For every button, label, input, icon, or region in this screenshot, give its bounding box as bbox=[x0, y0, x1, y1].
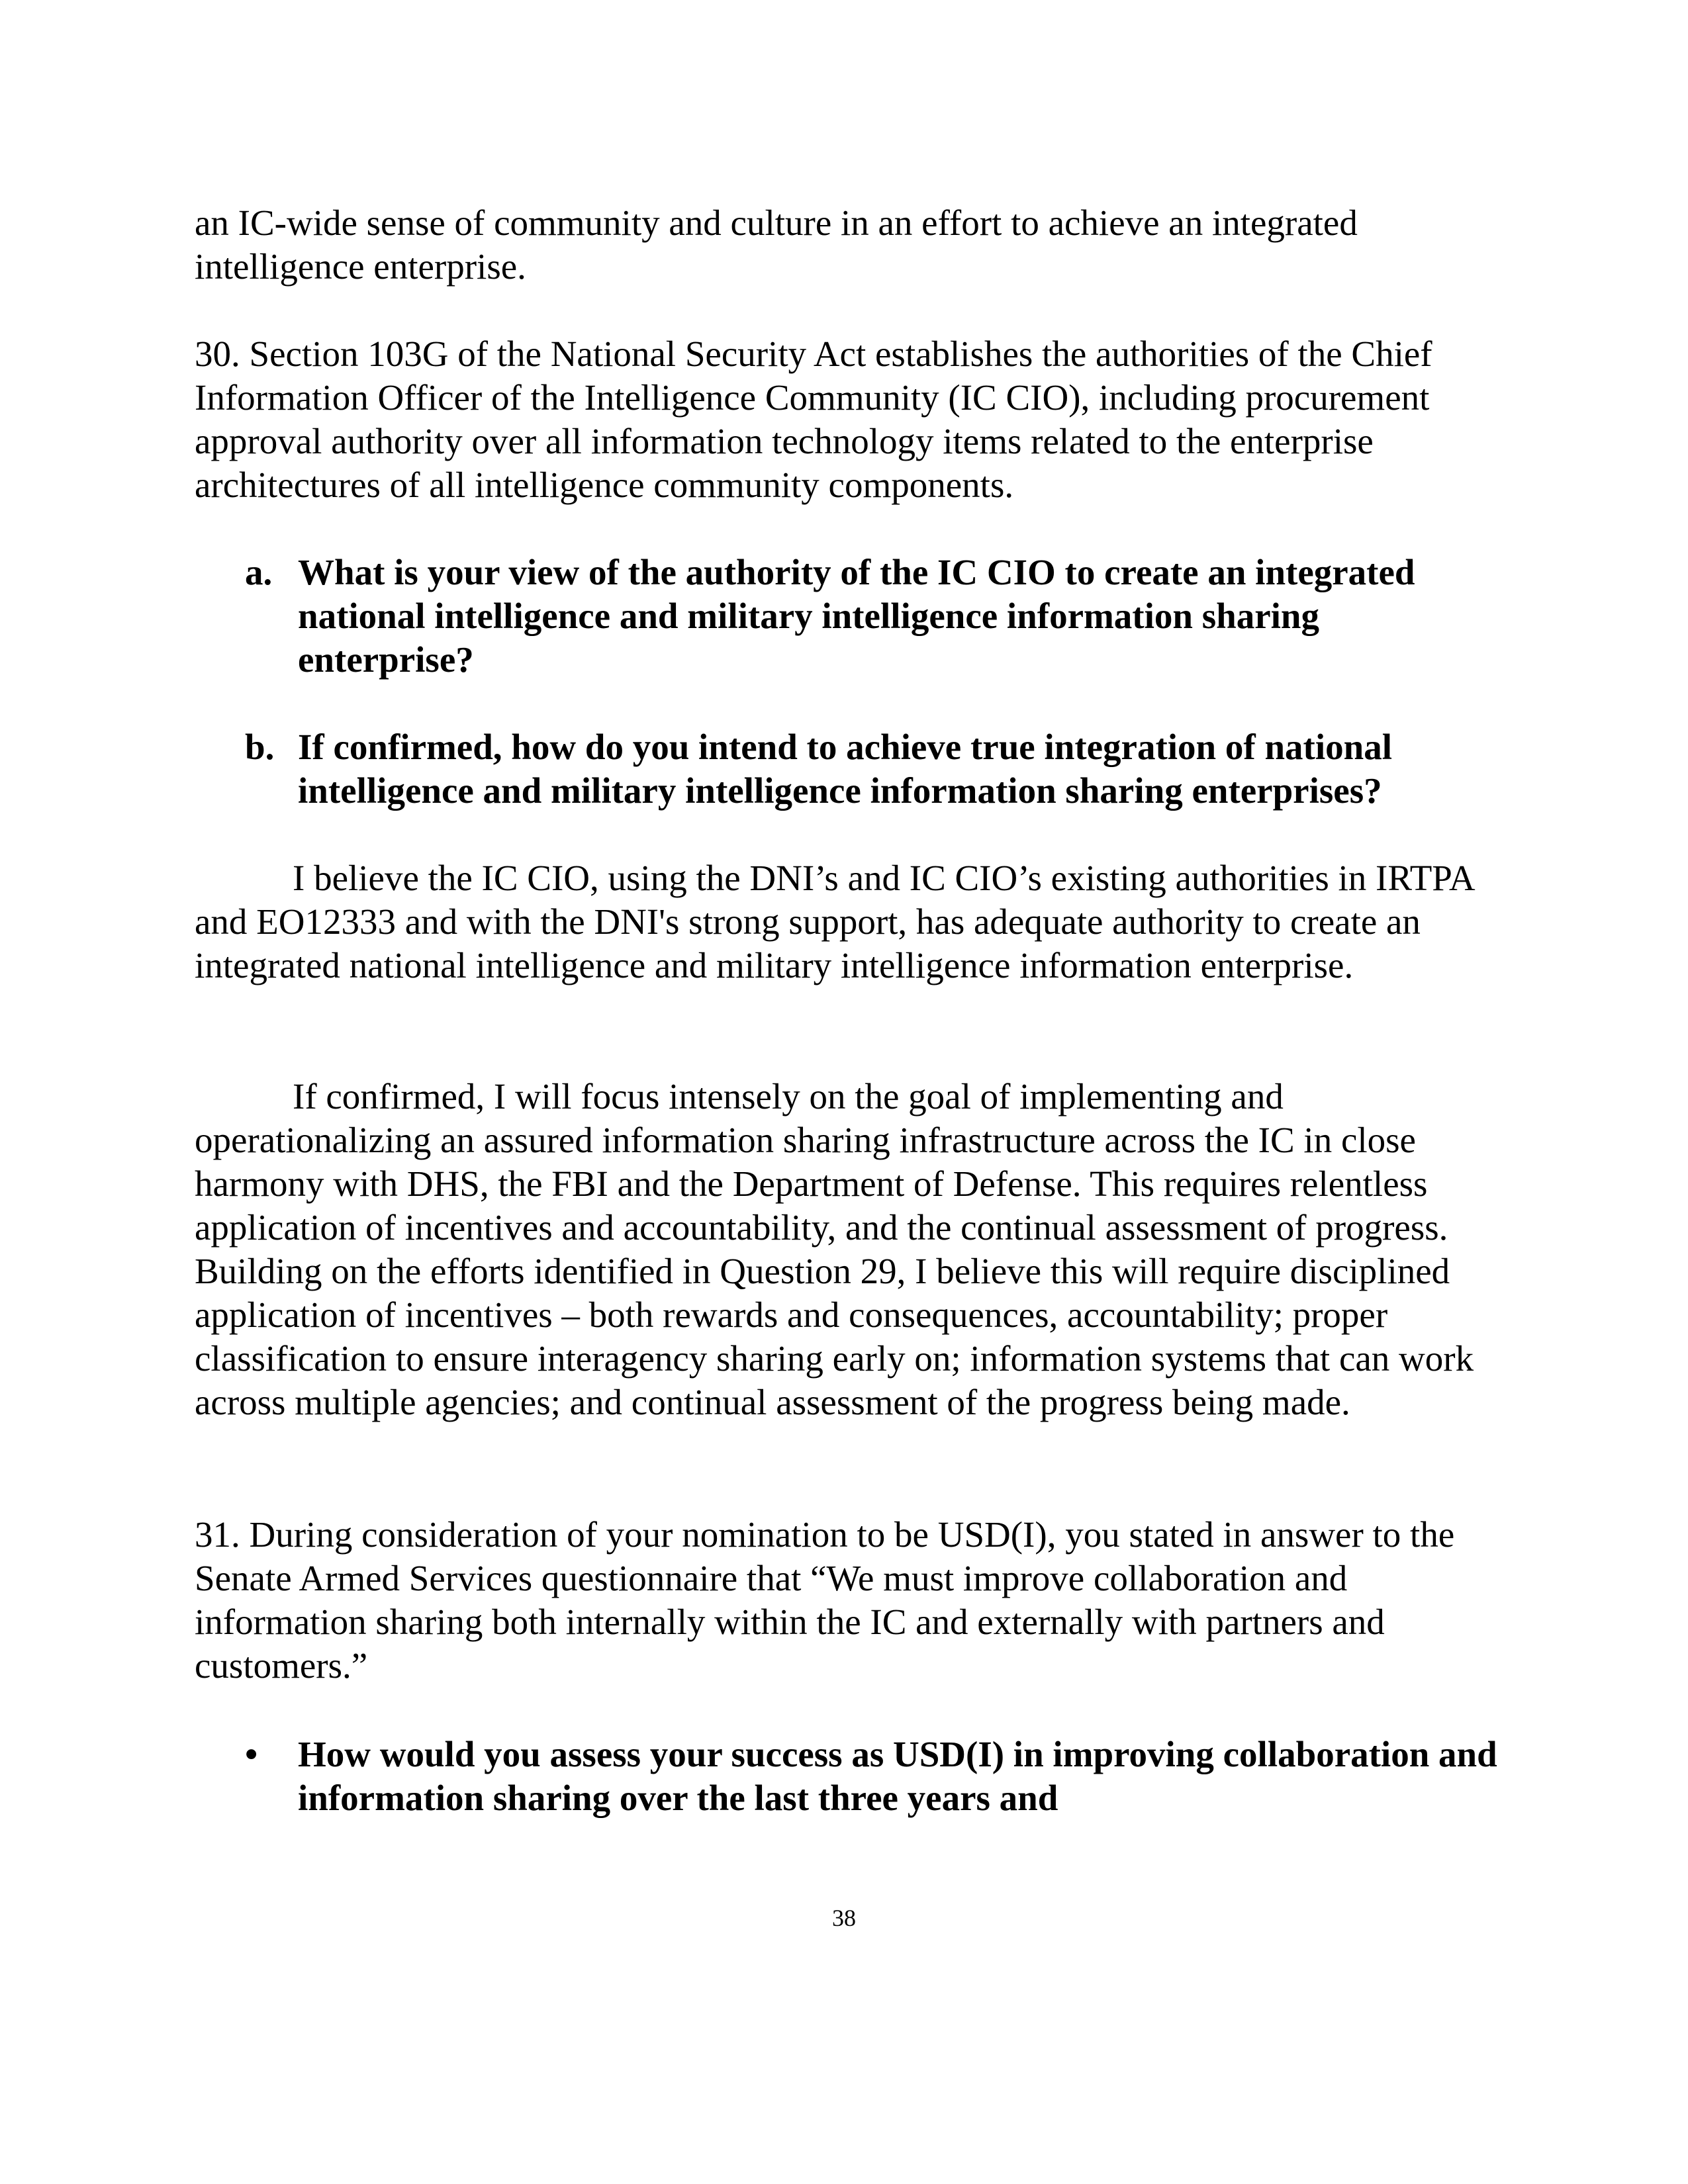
subquestion-a bbox=[245, 551, 1503, 682]
subquestion-text: If confirmed, how do you intend to achieve true integration of national intelligence and military intelligence information sharing enterprises? bbox=[298, 727, 1393, 811]
question-31: 31. During consideration of your nomination to be USD(I), you stated in answer to the Senate Armed Services questionnaire that “We must improve collaboration and information sharing both internally within the IC and externally with partners and customers.” bbox=[195, 1514, 1455, 1686]
question-30: 30. Section 103G of the National Security Act establishes the authorities of the Chief Information Officer of the Intelligence Community (IC CIO), including procurement approval authority over all information technology items related to the enterprise architectures of all intelligence community components. bbox=[195, 334, 1432, 505]
intro-paragraph: an IC-wide sense of community and culture in an effort to achieve an integrated intelligence enterprise. bbox=[195, 203, 1358, 287]
subquestion-label: b. bbox=[245, 727, 275, 767]
answer-paragraph-1: I believe the IC CIO, using the DNI’s and IC CIO’s existing authorities in IRTPA and EO12333 and with the DNI's strong support, has adequate authority to create an integrated national intelligence and military intelligence information enterprise. bbox=[195, 858, 1474, 985]
answer-paragraph-2: If confirmed, I will focus intensely on the goal of implementing and operationalizing an assured information sharing infrastructure across the IC in close harmony with DHS, the FBI and the Department of Defense. This requires relentless application of incentives and accountability, and the continual assessment of progress. Building on the efforts identified in Question 29, I believe this will require disciplined application of incentives – both rewards and consequences, accountability; proper classification to ensure interagency sharing early on; information systems that can work across multiple agencies; and continual assessment of the progress being made. bbox=[195, 1076, 1474, 1422]
bullet-text: How would you assess your success as USD(I) in improving collaboration and information sharing over the last three years and bbox=[298, 1734, 1497, 1818]
subquestion-label: a. bbox=[245, 552, 273, 592]
bullet-question bbox=[245, 1733, 1503, 1820]
subquestion-text: What is your view of the authority of the IC CIO to create an integrated national intelligence and military intelligence information sharing enterprise? bbox=[298, 552, 1415, 680]
page-number: 38 bbox=[832, 1905, 856, 1931]
subquestion-b bbox=[245, 725, 1503, 813]
bullet-icon: • bbox=[245, 1734, 258, 1774]
